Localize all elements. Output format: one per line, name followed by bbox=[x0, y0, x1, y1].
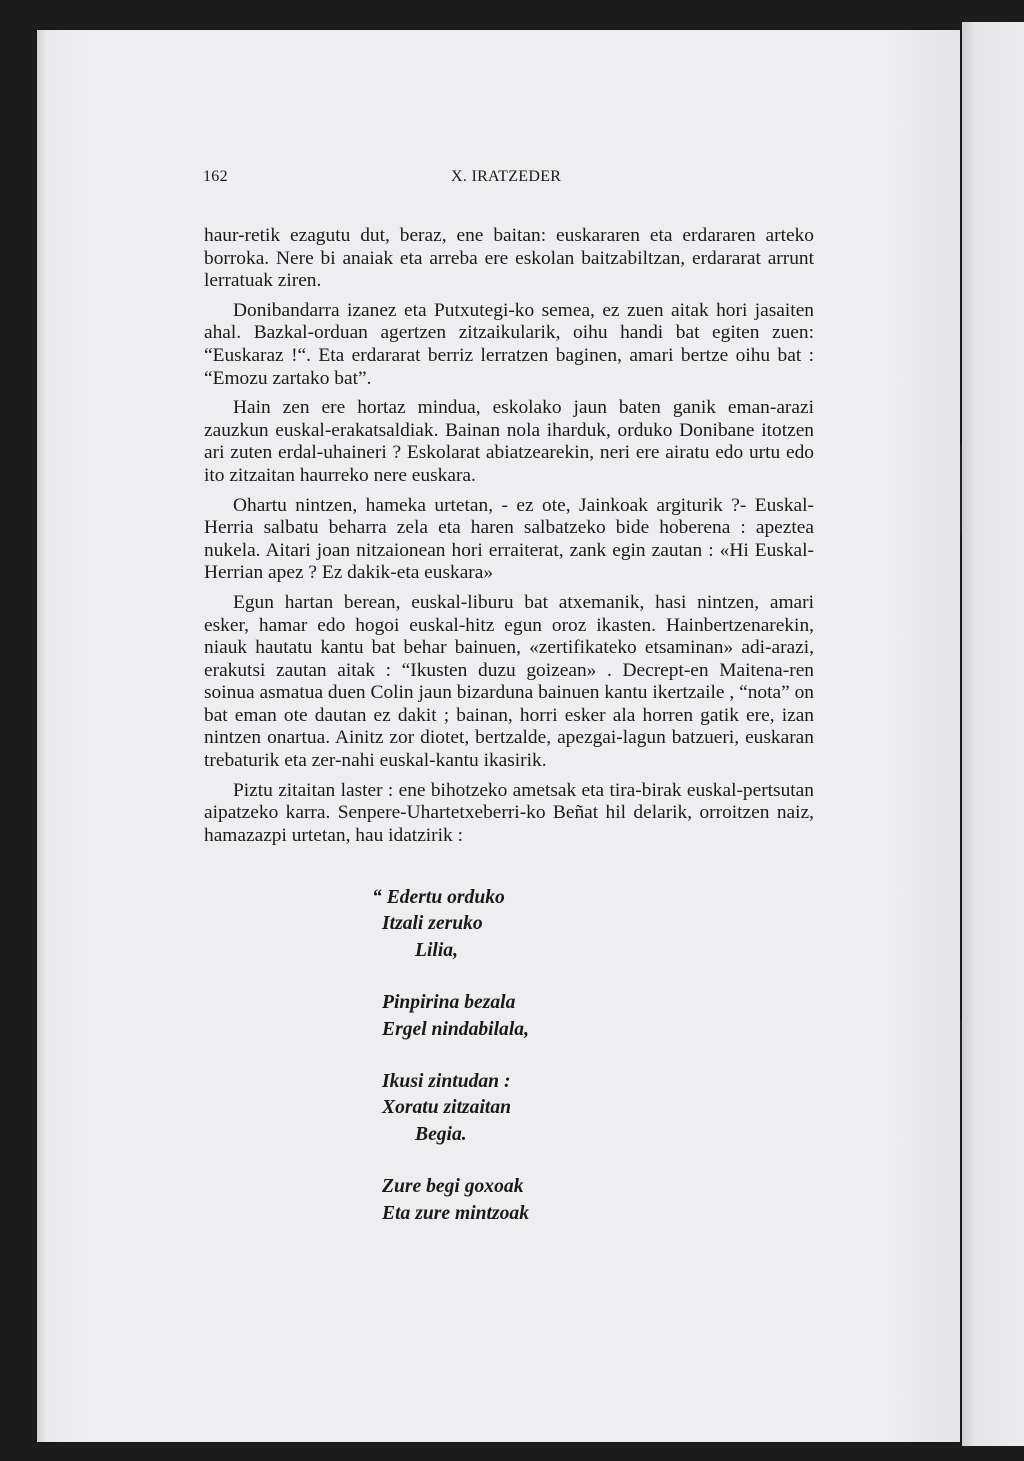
paragraph: Donibandarra izanez eta Putxutegi-ko semea, ez zuen aitak hori jasaiten ahal. Bazkal-orduan agertzen zitzaikularik, oihu handi bat egiten zuen: “Euskaraz !“. Eta erdararat berriz lerratzen baginen, amari bertze oihu bat : “Emozu zartako bat”. bbox=[204, 299, 814, 389]
page-number: 162 bbox=[203, 168, 228, 185]
running-head: X. IRATZEDER bbox=[451, 168, 562, 185]
poem-line: Itzali zeruko bbox=[382, 913, 483, 935]
poem-line: Begia. bbox=[415, 1123, 467, 1145]
paragraph: Piztu zitaitan laster : ene bihotzeko ametsak eta tira-birak euskal-pertsutan aipatzeko karra. Senpere-Uhartetxeberri-ko Beñat hil delarik, orroitzen naiz, hamazazpi urtetan, hau idatzirik : bbox=[204, 779, 814, 846]
poem-line: Ergel nindabilala, bbox=[382, 1018, 529, 1040]
body-text bbox=[204, 225, 814, 854]
facing-page-edge bbox=[962, 22, 1024, 1446]
poem bbox=[372, 885, 682, 1253]
poem-stanza bbox=[372, 885, 682, 964]
poem-stanza bbox=[382, 1174, 682, 1227]
poem-line: Pinpirina bezala bbox=[382, 992, 516, 1014]
poem-line: Lilia, bbox=[415, 939, 458, 961]
poem-stanza bbox=[382, 1069, 682, 1148]
poem-stanza bbox=[382, 990, 682, 1043]
poem-line: Eta zure mintzoak bbox=[382, 1202, 529, 1224]
poem-line: Ikusi zintudan : bbox=[382, 1071, 511, 1093]
paragraph: haur-retik ezagutu dut, beraz, ene baitan: euskararen eta erdararen arteko borroka. Nere bi anaiak eta arreba ere eskolan baitzabiltzan, erdararat arrunt lerratuak ziren. bbox=[204, 225, 814, 292]
paragraph: Hain zen ere hortaz mindua, eskolako jaun baten ganik eman-arazi zauzkun euskal-erakatsaldiak. Bainan nola iharduk, orduko Donibane itotzen ari zuten erdal-uhaineri ? Eskolarat abiatzearekin, neri ere airatu edo urtu edo ito zitzaitan haurreko nere euskara. bbox=[204, 397, 814, 486]
paragraph: Egun hartan berean, euskal-liburu bat atxemanik, hasi nintzen, amari esker, hamar edo hogoi euskal-hitz egun oroz ikasten. Hainbertzenarekin, niauk hautatu kantu bat behar bainuen, «zertifikateko etsaminan» adi-arazi, erakutsi zautan aitak : “Ikusten duzu goizean» . Decrept-en Maitena-ren soinua asmatua duen Colin jaun bizarduna bainuen kantu ikertzaile , “nota” on bat eman ote dautan ez dakit ; bainan, horri esker ala horren gatik ere, izan nintzen onartua. Ainitz zor diotet, bertzalde, apezgai-lagun batzueri, euskaran trebaturik eta zer-nahi euskal-kantu ikasirik. bbox=[204, 591, 814, 772]
poem-line: Xoratu zitzaitan bbox=[382, 1097, 512, 1119]
poem-line: Zure begi goxoak bbox=[382, 1176, 524, 1198]
paragraph: Ohartu nintzen, hameka urtetan, - ez ote, Jainkoak argiturik ?- Euskal-Herria salbatu beharra zela eta haren salbatzeko bide hoberena : apeztea nukela. Aitari joan nitzaionean hori erraiterat, zank egin zautan : «Hi Euskal-Herrian apez ? Ez dakik-eta euskara» bbox=[204, 494, 814, 584]
poem-line: “ Edertu orduko bbox=[372, 887, 505, 908]
